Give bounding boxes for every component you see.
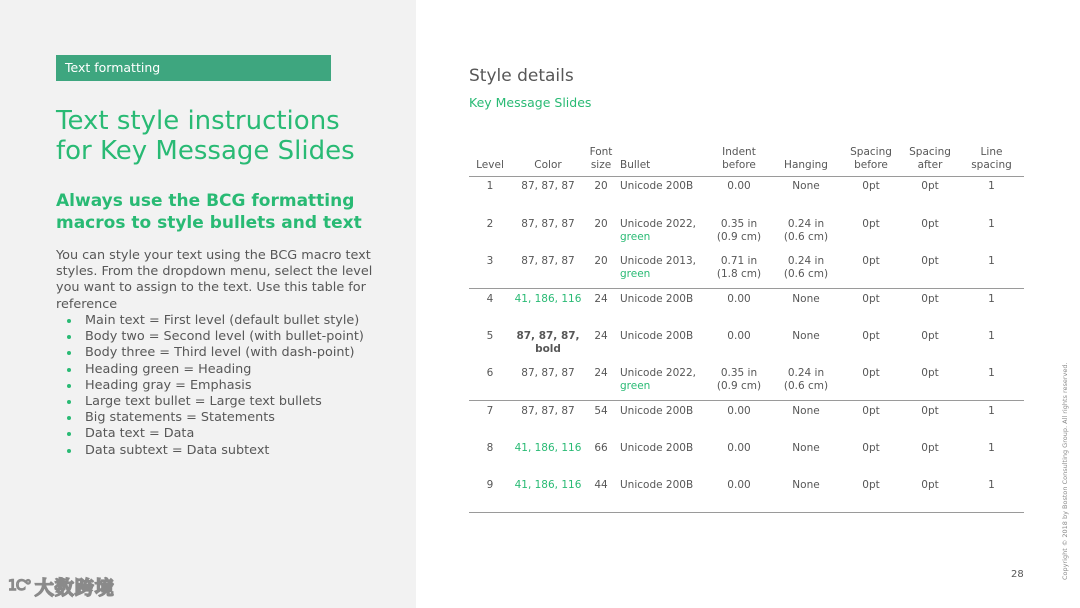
spacing-before-cell: 0pt (841, 475, 901, 512)
font-size-cell: 66 (594, 441, 608, 454)
level-cell: 7 (486, 404, 494, 417)
font-size-cell: 24 (594, 292, 608, 305)
table-row (469, 400, 1024, 437)
level-cell: 6 (469, 363, 511, 400)
watermark-text: 大数跨境 (34, 576, 115, 599)
spacing-before-cell: 0pt (841, 251, 901, 288)
hanging-cell: None (792, 292, 820, 305)
indent-cell: 0.00 (727, 329, 751, 342)
section-tag: Text formatting (56, 55, 331, 81)
font-size-cell: 24 (585, 363, 617, 400)
watermark-logo-icon: 1C° (8, 578, 31, 594)
level-cell: 1 (486, 180, 494, 192)
bullet-cell: Unicode 200B (620, 180, 694, 192)
indent-cell: 0.35 in (0.9 cm) (707, 363, 771, 400)
hanging-cell: None (792, 441, 820, 454)
bullet-cell: Unicode 200B (620, 292, 694, 305)
color-cell: 41, 186, 116 (511, 475, 585, 512)
list-item: Heading gray = Emphasis (56, 378, 396, 394)
spacing-after-cell: 0pt (921, 329, 939, 342)
spacing-before-cell: 0pt (862, 441, 880, 454)
line-spacing-cell: 1 (959, 251, 1024, 288)
font-size-cell: 44 (585, 475, 617, 512)
spacing-after-cell: 0pt (921, 217, 939, 230)
slide-title-line-2: for Key Message Slides (56, 136, 355, 166)
bullet-cell: Unicode 200B (617, 475, 707, 512)
font-size-cell: 24 (594, 329, 608, 342)
table-row (469, 326, 1024, 363)
spacing-after-cell: 0pt (921, 404, 939, 417)
table-row (469, 214, 1024, 251)
spacing-after-cell: 0pt (901, 475, 959, 512)
hanging-cell: None (771, 475, 841, 512)
table-row (469, 251, 1024, 288)
list-item: Body three = Third level (with dash-point) (56, 345, 396, 361)
level-cell: 8 (486, 441, 494, 454)
list-item: Main text = First level (default bullet style) (56, 313, 396, 329)
slide-subtitle (56, 190, 396, 234)
color-cell: 41, 186, 116 (514, 292, 582, 305)
bullet-cell: Unicode 200B (620, 329, 694, 342)
color-cell: 87, 87, 87 (511, 251, 585, 288)
level-cell: 5 (486, 329, 494, 342)
style-details-title: Style details (469, 66, 574, 86)
spacing-after-cell: 0pt (921, 441, 939, 454)
list-item: Big statements = Statements (56, 410, 396, 426)
column-header-line-spacing: Line spacing (959, 146, 1024, 177)
font-size-cell: 20 (594, 180, 608, 192)
line-spacing-cell: 1 (988, 217, 995, 230)
slide-title-line-1: Text style instructions (56, 106, 340, 136)
line-spacing-cell: 1 (988, 292, 995, 305)
table-row (469, 475, 1024, 512)
spacing-after-cell: 0pt (901, 363, 959, 400)
line-spacing-cell: 1 (988, 404, 995, 417)
bullet-cell: Unicode 2013, green (617, 251, 707, 288)
level-cell: 4 (486, 292, 494, 305)
list-item: Data subtext = Data subtext (56, 443, 396, 459)
level-cell: 3 (469, 251, 511, 288)
level-cell: 2 (486, 217, 494, 230)
list-item: Heading green = Heading (56, 362, 396, 378)
spacing-after-cell: 0pt (921, 292, 939, 305)
style-details-table (469, 146, 1024, 513)
spacing-before-cell: 0pt (862, 180, 880, 192)
indent-cell: 0.00 (727, 292, 751, 305)
slide-subtitle-line-2: macros to style bullets and text (56, 213, 362, 233)
indent-cell: 0.71 in (1.8 cm) (707, 251, 771, 288)
font-size-cell: 54 (594, 404, 608, 417)
list-item: Data text = Data (56, 426, 396, 442)
hanging-cell: None (792, 404, 820, 417)
column-header-font-size: Font size (585, 146, 617, 177)
hanging-cell: 0.24 in (0.6 cm) (783, 217, 829, 243)
style-details-subtitle: Key Message Slides (469, 95, 592, 110)
hanging-cell: None (792, 180, 820, 192)
indent-cell: 0.00 (727, 404, 751, 417)
indent-cell: 0.00 (727, 441, 751, 454)
table-row (469, 363, 1024, 400)
slide-subtitle-line-1: Always use the BCG formatting (56, 191, 355, 211)
column-header-color: Color (511, 146, 585, 177)
bullet-cell: Unicode 2022, green (620, 217, 696, 243)
list-item: Body two = Second level (with bullet-point) (56, 329, 396, 345)
color-cell: 87, 87, 87 (521, 180, 575, 192)
table-header-row (469, 146, 1024, 177)
table-row (469, 288, 1024, 325)
font-size-cell: 20 (594, 217, 608, 230)
color-cell: 87, 87, 87, bold (516, 329, 580, 355)
spacing-before-cell: 0pt (862, 217, 880, 230)
indent-cell: 0.00 (727, 180, 751, 192)
table-row (469, 438, 1024, 475)
line-spacing-cell: 1 (988, 329, 995, 342)
color-cell: 41, 186, 116 (514, 441, 582, 454)
spacing-after-cell: 0pt (901, 251, 959, 288)
font-size-cell: 20 (585, 251, 617, 288)
page-number: 28 (1011, 569, 1024, 580)
column-header-bullet: Bullet (617, 146, 707, 177)
bullet-cell: Unicode 200B (620, 404, 694, 417)
column-header-spacing-before: Spacing before (841, 146, 901, 177)
spacing-before-cell: 0pt (862, 292, 880, 305)
indent-cell: 0.00 (707, 475, 771, 512)
watermark (8, 573, 115, 599)
hanging-cell: None (792, 329, 820, 342)
body-text: You can style your text using the BCG macro text styles. From the dropdown menu, select the level you want to assign to the text. Use this table for reference (56, 248, 373, 312)
list-item: Large text bullet = Large text bullets (56, 394, 396, 410)
bullet-cell: Unicode 2022, green (617, 363, 707, 400)
color-cell: 87, 87, 87 (521, 217, 575, 230)
indent-cell: 0.35 in (0.9 cm) (716, 217, 762, 243)
hanging-cell: 0.24 in (0.6 cm) (771, 363, 841, 400)
hanging-cell: 0.24 in (0.6 cm) (771, 251, 841, 288)
table-row (469, 177, 1024, 214)
column-header-indent-before: Indent before (707, 146, 771, 177)
spacing-before-cell: 0pt (862, 404, 880, 417)
line-spacing-cell: 1 (988, 441, 995, 454)
line-spacing-cell: 1 (988, 180, 995, 192)
copyright-notice: Copyright © 2018 by Boston Consulting Group. All rights reserved. (1061, 362, 1069, 580)
line-spacing-cell: 1 (959, 475, 1024, 512)
column-header-level: Level (469, 146, 511, 177)
slide-title (56, 106, 396, 166)
spacing-before-cell: 0pt (862, 329, 880, 342)
spacing-after-cell: 0pt (921, 180, 939, 192)
column-header-hanging: Hanging (771, 146, 841, 177)
spacing-before-cell: 0pt (841, 363, 901, 400)
level-cell: 9 (469, 475, 511, 512)
color-cell: 87, 87, 87 (521, 404, 575, 417)
line-spacing-cell: 1 (959, 363, 1024, 400)
style-mapping-list (56, 313, 396, 459)
color-cell: 87, 87, 87 (511, 363, 585, 400)
bullet-cell: Unicode 200B (620, 441, 694, 454)
column-header-spacing-after: Spacing after (901, 146, 959, 177)
